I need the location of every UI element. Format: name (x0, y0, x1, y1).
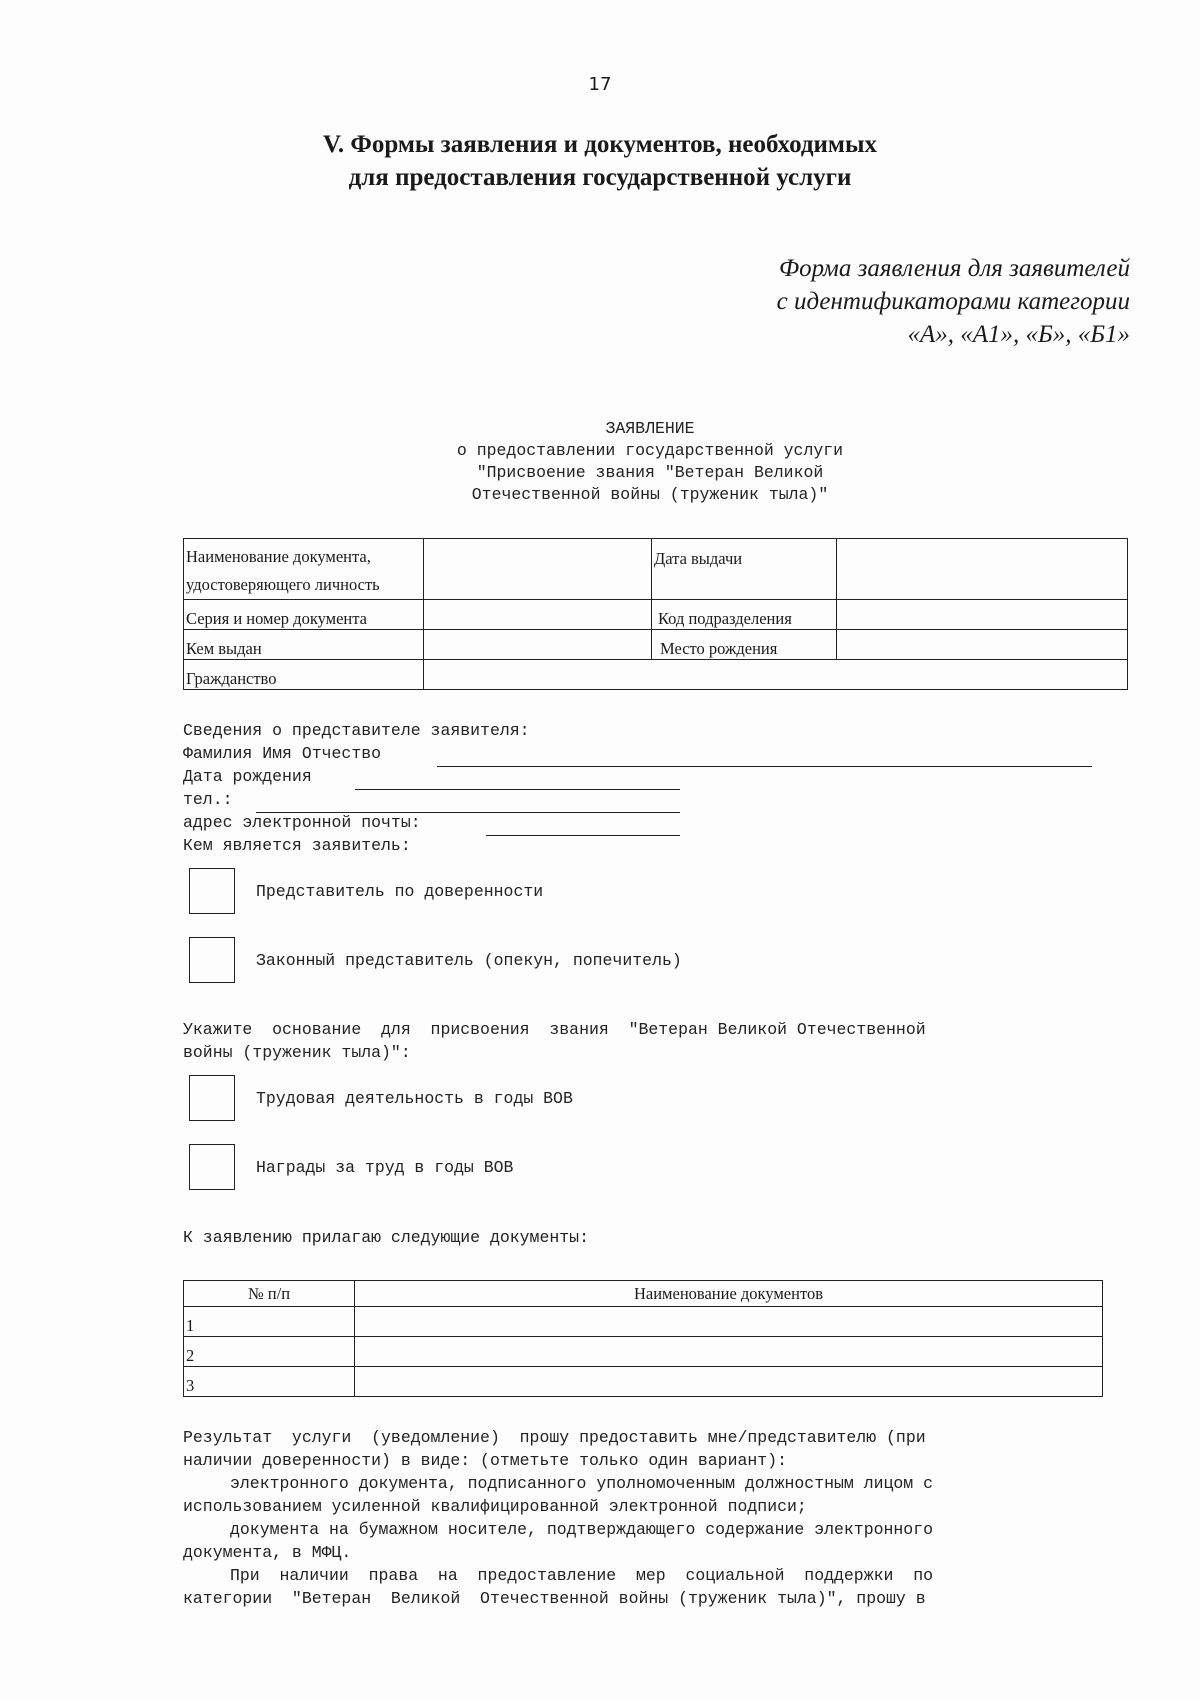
cell-series-value[interactable] (424, 600, 652, 630)
row-document-name[interactable] (355, 1307, 1103, 1337)
cell-series-label: Серия и номер документа (184, 600, 424, 630)
proxy-representative-label: Представитель по доверенности (256, 882, 544, 901)
labor-activity-label: Трудовая деятельность в годы ВОВ (256, 1089, 573, 1108)
doc-name-label-line-2: удостоверяющего личность (186, 575, 380, 594)
cell-birthplace-value[interactable] (837, 630, 1128, 660)
col-header-number: № п/п (184, 1281, 355, 1307)
birth-date-field[interactable] (355, 789, 680, 790)
result-option-electronic-line-1: электронного документа, подписанного уполномоченным должностным лицом с (230, 1474, 934, 1493)
row-document-name[interactable] (355, 1337, 1103, 1367)
application-subtitle-line-3: "Присвоение звания "Ветеран Великой (476, 463, 824, 482)
page-number: 17 (588, 74, 612, 95)
cell-division-code-value[interactable] (837, 600, 1128, 630)
section-title-line-2: для предоставления государственной услуги (348, 164, 852, 191)
cell-division-code-label: Код подразделения (652, 600, 837, 630)
who-is-applicant-label: Кем является заявитель: (183, 836, 411, 855)
result-option-paper-line-1: документа на бумажном носителе, подтверждающего содержание электронного (230, 1520, 934, 1539)
checkbox-proxy-representative[interactable] (189, 868, 235, 914)
phone-label: тел.: (183, 790, 233, 809)
result-option-electronic-line-2: использованием усиленной квалифицированной электронной подписи; (183, 1497, 807, 1516)
application-subtitle-line-4: Отечественной войны (труженик тыла)" (471, 485, 829, 504)
col-header-name: Наименование документов (355, 1281, 1103, 1307)
email-field[interactable] (486, 835, 680, 836)
cell-issue-date-label: Дата выдачи (652, 539, 837, 600)
doc-name-label-line-1: Наименование документа, (186, 547, 371, 566)
row-number: 3 (184, 1367, 355, 1397)
cell-citizenship-label: Гражданство (184, 660, 424, 690)
attachments-heading: К заявлению прилагаю следующие документы: (183, 1228, 589, 1247)
application-subtitle-line-2: о предоставлении государственной услуги (456, 441, 844, 460)
birth-date-label: Дата рождения (183, 767, 312, 786)
table-row (184, 1337, 1103, 1367)
form-caption-line-3: «А», «А1», «Б», «Б1» (907, 321, 1130, 348)
cell-doc-name-value[interactable] (424, 539, 652, 600)
representative-heading: Сведения о представителе заявителя: (183, 721, 530, 740)
social-support-line-2: категории "Ветеран Великой Отечественной войны (труженик тыла)", прошу в (183, 1589, 926, 1608)
section-title (200, 128, 1000, 194)
legal-representative-label: Законный представитель (опекун, попечитель) (256, 951, 682, 970)
cell-doc-name-label (184, 539, 424, 600)
section-title-line-1: V. Формы заявления и документов, необходимых (323, 131, 877, 158)
result-line-2: наличии доверенности) в виде: (отметьте только один вариант): (183, 1451, 787, 1470)
row-number: 1 (184, 1307, 355, 1337)
table-row (184, 1367, 1103, 1397)
row-document-name[interactable] (355, 1367, 1103, 1397)
labor-awards-label: Награды за труд в годы ВОВ (256, 1158, 514, 1177)
row-number: 2 (184, 1337, 355, 1367)
cell-issued-by-label: Кем выдан (184, 630, 424, 660)
cell-issue-date-value[interactable] (837, 539, 1128, 600)
cell-issued-by-value[interactable] (424, 630, 652, 660)
full-name-field[interactable] (437, 766, 1092, 767)
social-support-line-1: При наличии права на предоставление мер социальной поддержки по (230, 1566, 934, 1585)
form-caption-line-2: с идентификаторами категории (776, 288, 1130, 315)
email-label: адрес электронной почты: (183, 813, 421, 832)
form-caption-line-1: Форма заявления для заявителей (779, 255, 1130, 282)
table-row (184, 1307, 1103, 1337)
basis-line-2: войны (труженик тыла)": (183, 1043, 411, 1062)
form-caption (777, 252, 1130, 351)
result-line-1: Результат услуги (уведомление) прошу предоставить мне/представителю (при (183, 1428, 926, 1447)
cell-birthplace-label: Место рождения (652, 630, 837, 660)
id-document-table (183, 538, 1128, 690)
full-name-label: Фамилия Имя Отчество (183, 744, 382, 763)
cell-citizenship-value[interactable] (424, 660, 1128, 690)
result-option-paper-line-2: документа, в МФЦ. (183, 1543, 352, 1562)
checkbox-labor-awards[interactable] (189, 1144, 235, 1190)
checkbox-legal-representative[interactable] (189, 937, 235, 983)
basis-line-1: Укажите основание для присвоения звания "Ветеран Великой Отечественной (183, 1020, 926, 1039)
checkbox-labor-activity[interactable] (189, 1075, 235, 1121)
application-title: ЗАЯВЛЕНИЕ (605, 419, 695, 438)
attachments-table (183, 1280, 1103, 1397)
